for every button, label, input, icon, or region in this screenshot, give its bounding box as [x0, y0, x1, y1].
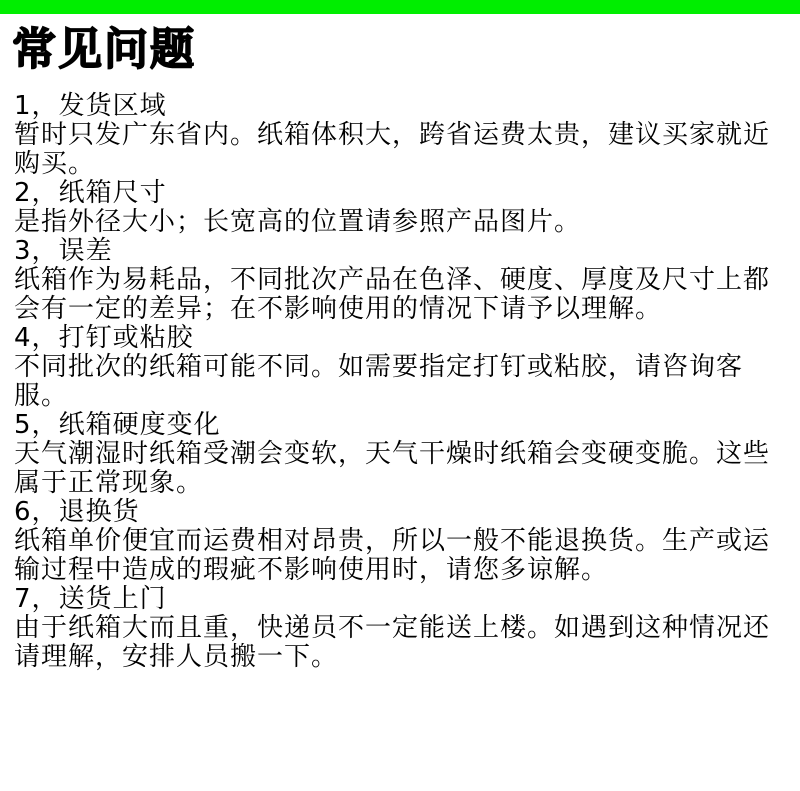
faq-number: 7 — [14, 584, 32, 614]
faq-number: 1 — [14, 91, 32, 121]
page-title: 常见问题 — [12, 24, 196, 75]
faq-separator: ， — [31, 178, 59, 208]
faq-item — [14, 179, 796, 237]
faq-number: 6 — [14, 497, 32, 527]
faq-answer: 纸箱作为易耗品，不同批次产品在色泽、硬度、厚度及尺寸上都会有一定的差异；在不影响使用的情况下请予以理解。 — [14, 265, 771, 324]
faq-separator: ， — [31, 236, 59, 266]
faq-question — [14, 585, 796, 614]
faq-item — [14, 324, 796, 411]
faq-item — [14, 498, 796, 585]
faq-separator: ， — [31, 323, 59, 353]
faq-answer: 是指外径大小；长宽高的位置请参照产品图片。 — [14, 207, 582, 237]
faq-list — [14, 92, 796, 672]
faq-question-text: 打钉或粘胶 — [58, 323, 194, 353]
faq-item — [14, 92, 796, 179]
faq-question-text: 误差 — [58, 236, 113, 266]
faq-number: 3 — [14, 236, 32, 266]
faq-question-text: 发货区域 — [58, 91, 167, 121]
faq-question-text: 纸箱尺寸 — [58, 178, 167, 208]
faq-answer: 由于纸箱大而且重，快递员不一定能送上楼。如遇到这种情况还请理解，安排人员搬一下。 — [14, 613, 771, 672]
faq-number: 5 — [14, 410, 32, 440]
faq-separator: ， — [31, 410, 59, 440]
faq-question — [14, 324, 796, 353]
faq-item — [14, 585, 796, 672]
faq-question-text: 退换货 — [58, 497, 140, 527]
faq-answer: 暂时只发广东省内。纸箱体积大，跨省运费太贵，建议买家就近购买。 — [14, 120, 771, 179]
faq-answer: 纸箱单价便宜而运费相对昂贵，所以一般不能退换货。生产或运输过程中造成的瑕疵不影响使用时，请您多谅解。 — [14, 526, 771, 585]
top-accent-bar — [0, 0, 800, 14]
faq-answer: 天气潮湿时纸箱受潮会变软，天气干燥时纸箱会变硬变脆。这些属于正常现象。 — [14, 439, 771, 498]
faq-question — [14, 92, 796, 121]
faq-question — [14, 498, 796, 527]
faq-item — [14, 237, 796, 324]
faq-number: 2 — [14, 178, 32, 208]
faq-question-text: 送货上门 — [58, 584, 167, 614]
faq-question-text: 纸箱硬度变化 — [58, 410, 221, 440]
faq-separator: ， — [31, 584, 59, 614]
faq-item — [14, 411, 796, 498]
faq-number: 4 — [14, 323, 32, 353]
faq-separator: ， — [31, 91, 59, 121]
faq-question — [14, 411, 796, 440]
faq-separator: ， — [31, 497, 59, 527]
faq-question — [14, 237, 796, 266]
faq-answer: 不同批次的纸箱可能不同。如需要指定打钉或粘胶，请咨询客服。 — [14, 352, 744, 411]
faq-question — [14, 179, 796, 208]
